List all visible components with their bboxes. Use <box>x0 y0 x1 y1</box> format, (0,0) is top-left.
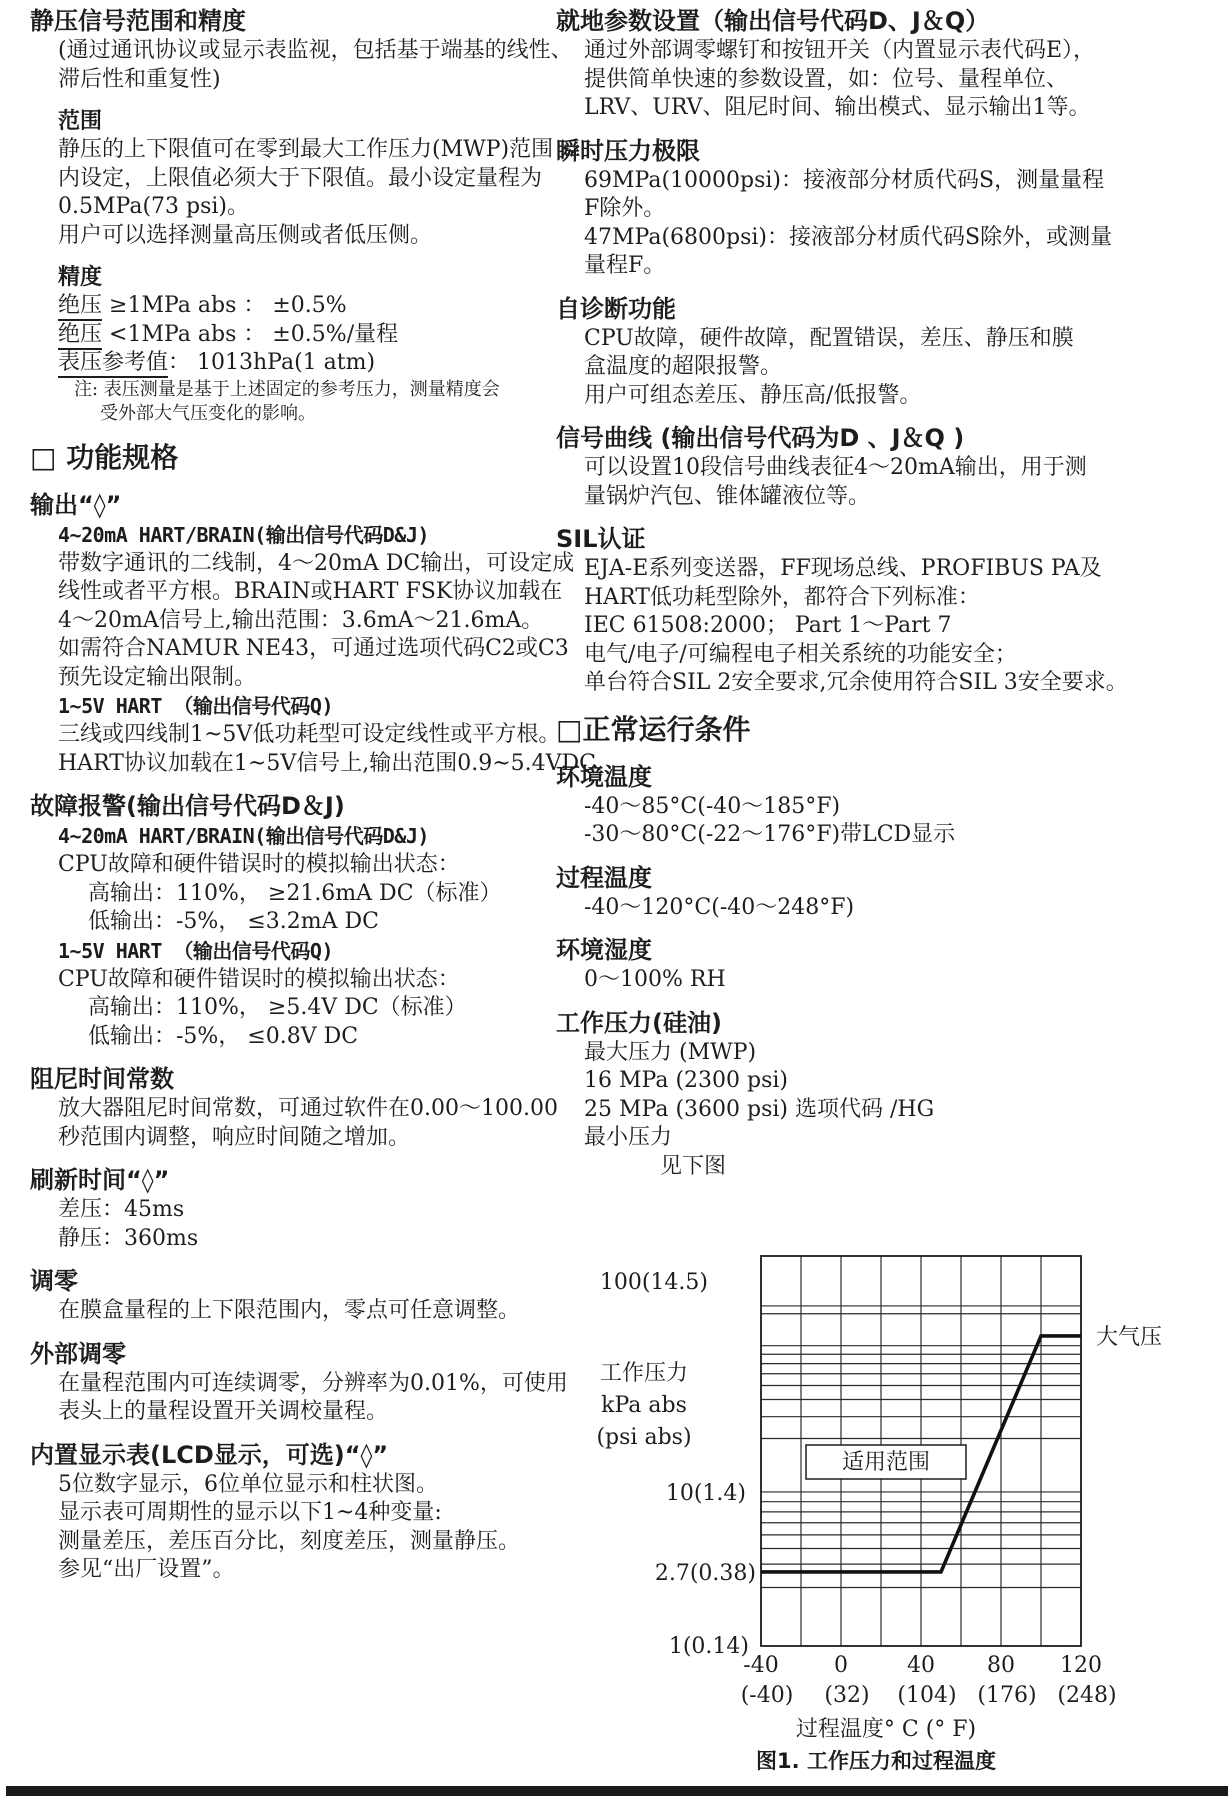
figure-caption: 图1. 工作压力和过程温度 <box>756 1749 996 1773</box>
text-line: 预先设定输出限制。 <box>58 664 257 690</box>
section <box>556 136 1113 281</box>
section-heading: 过程温度 <box>556 863 652 892</box>
text-line: (通过通讯协议或显示表监视，包括基于端基的线性、 <box>58 38 573 63</box>
text-line: 低输出：-5%， ≤0.8V DC <box>88 1023 359 1049</box>
y-axis-title: kPa abs <box>601 1393 687 1418</box>
section <box>556 762 1101 850</box>
section <box>30 1339 568 1427</box>
y-tick-label: 10(1.4) <box>665 1480 746 1506</box>
text-line: 通过外部调零螺钉和按钮开关（内置显示表代码E）， <box>584 38 1096 63</box>
text-line: 0.5MPa(73 psi)。 <box>58 194 250 219</box>
text-line: HART协议加载在1~5V信号上,输出范围0.9~5.4VDC <box>58 750 597 776</box>
text-line: 最小压力 <box>584 1125 673 1150</box>
text-line: 放大器阻尼时间常数，可通过软件在0.00～100.00 <box>58 1096 558 1121</box>
section <box>30 1266 542 1326</box>
section <box>30 107 554 250</box>
section-heading: 输出“◊” <box>30 490 122 519</box>
text-line: 4～20mA信号上,输出范围：3.6mA～21.6mA。 <box>58 607 544 633</box>
section <box>30 1440 542 1585</box>
text-line: 受外部大气压变化的影响。 <box>100 402 316 424</box>
x-tick-label-f: (32) <box>824 1683 870 1708</box>
x-tick-label-f: (176) <box>977 1683 1037 1708</box>
section-heading: 精度 <box>58 265 103 290</box>
section <box>556 294 1101 411</box>
section-heading: 静压信号范围和精度 <box>30 7 246 35</box>
text-line: -40～120°C(-40～248°F) <box>584 894 855 920</box>
text-line: 可以设置10段信号曲线表征4～20mA输出，用于测 <box>584 455 1087 480</box>
x-tick-label-c: 120 <box>1060 1653 1102 1678</box>
underlined-term: 绝压 <box>58 322 102 350</box>
text-line: 低输出：-5%， ≤3.2mA DC <box>88 909 379 934</box>
chart-svg <box>556 1158 1228 1798</box>
text-line: -40～85°C(-40～185°F) <box>584 793 841 819</box>
text-line: 提供简单快速的参数设置，如：位号、量程单位、 <box>584 66 1069 92</box>
major-section-heading: □正常运行条件 <box>556 712 751 746</box>
text-line: 内设定，上限值必须大于下限值。最小设定量程为 <box>58 165 543 191</box>
atmospheric-pressure-label: 大气压 <box>1096 1324 1163 1350</box>
section <box>556 423 1101 511</box>
text-line: 表头上的量程设置开关调校量程。 <box>58 1399 389 1424</box>
y-tick-label: 2.7(0.38) <box>654 1560 756 1586</box>
text-line <box>58 321 542 350</box>
text-line: 见下图 <box>660 1153 727 1179</box>
section-heading: 就地参数设置（输出信号代码D、J＆Q） <box>556 7 990 35</box>
x-tick-label-f: (-40) <box>740 1683 794 1708</box>
text-line: 线性或者平方根。BRAIN或HART FSK协议加载在 <box>58 579 563 604</box>
section <box>556 863 1101 923</box>
major-section-heading: □ 功能规格 <box>30 440 179 474</box>
text-line: 盒温度的超限报警。 <box>584 354 783 379</box>
text-line: 单台符合SIL 2安全要求,冗余使用符合SIL 3安全要求。 <box>584 670 1128 695</box>
section <box>30 263 542 426</box>
section-heading: 范围 <box>58 109 103 134</box>
x-axis-title: 过程温度° C (° F) <box>795 1717 977 1742</box>
x-tick-label-c: 0 <box>834 1653 848 1678</box>
text-line: 静压的上下限值可在零到最大工作压力(MWP)范围 <box>58 137 554 162</box>
text-line: 用户可以选择测量高压侧或者低压侧。 <box>58 222 433 248</box>
page-footer-rule <box>6 1786 1228 1796</box>
underlined-term: 表压参考值 <box>58 350 168 378</box>
y-tick-label: 1(0.14) <box>668 1634 749 1659</box>
term-value: ： 1013hPa(1 atm) <box>168 350 376 375</box>
section-heading: 自诊断功能 <box>556 294 676 323</box>
applicable-range-label: 适用范围 <box>841 1450 931 1475</box>
x-tick-label-f: (248) <box>1057 1683 1117 1708</box>
text-line: 参见“出厂设置”。 <box>58 1557 235 1582</box>
signal-code-subheading: 4~20mA HART/BRAIN(输出信号代码D&J) <box>58 522 429 547</box>
text-line: 47MPa(6800psi)：接液部分材质代码S除外，或测量 <box>584 224 1113 250</box>
text-line: 量锅炉汽包、锥体罐液位等。 <box>584 483 871 509</box>
term-value: ≥1MPa abs ： ±0.5% <box>102 293 347 318</box>
section-heading: 工作压力(硅油) <box>556 1008 722 1037</box>
section <box>30 439 542 477</box>
text-line: CPU故障，硬件故障，配置错误，差压、静压和膜 <box>584 325 1074 351</box>
underlined-term: 绝压 <box>58 293 102 321</box>
text-line: 滞后性和重复性) <box>58 66 221 92</box>
term-value: <1MPa abs ： ±0.5%/量程 <box>102 321 399 347</box>
section-heading: 调零 <box>30 1267 78 1295</box>
x-tick-label-c: -40 <box>743 1653 779 1678</box>
text-line: 高输出：110%， ≥5.4V DC（标准） <box>88 995 467 1020</box>
section <box>556 935 1101 995</box>
text-line: -30～80°C(-22～176°F)带LCD显示 <box>584 822 956 847</box>
y-axis-title: 工作压力 <box>599 1361 689 1386</box>
section-heading: 故障报警(输出信号代码D＆J) <box>30 792 345 820</box>
section <box>30 791 542 1051</box>
left-column <box>30 6 597 1585</box>
x-tick-label-c: 80 <box>987 1653 1015 1678</box>
section-heading: 环境温度 <box>556 762 652 791</box>
signal-code-subheading: 1~5V HART （输出信号代码Q) <box>58 694 333 718</box>
text-line: HART低功耗型除外，都符合下列标准： <box>584 584 980 610</box>
section-heading: 信号曲线 (输出信号代码为D 、J＆Q ) <box>556 424 965 452</box>
section <box>556 711 1101 749</box>
text-line: CPU故障和硬件错误时的模拟输出状态： <box>58 852 460 877</box>
text-line: 注: 表压测量是基于上述固定的参考压力，测量精度会 <box>74 378 500 400</box>
x-tick-label-f: (104) <box>897 1683 957 1708</box>
section <box>30 1165 542 1253</box>
text-line: 显示表可周期性的显示以下1~4种变量: <box>58 1500 442 1525</box>
section-heading: 刷新时间“◊” <box>30 1166 170 1194</box>
section <box>30 490 597 779</box>
text-line <box>58 349 542 378</box>
text-line: 静压：360ms <box>58 1225 199 1251</box>
text-line: 量程F。 <box>584 253 666 278</box>
text-line: 高输出：110%， ≥21.6mA DC（标准） <box>88 880 502 906</box>
section <box>30 6 573 94</box>
text-line: IEC 61508:2000； Part 1～Part 7 <box>584 613 952 638</box>
text-line: 5位数字显示，6位单位显示和柱状图。 <box>58 1471 438 1497</box>
text-line: 最大压力 (MWP) <box>584 1039 757 1065</box>
right-column <box>556 6 1128 1181</box>
signal-code-subheading: 1~5V HART （输出信号代码Q) <box>58 938 333 963</box>
section <box>556 524 1128 698</box>
text-line: 用户可组态差压、静压高/低报警。 <box>584 382 922 408</box>
section-heading: SIL认证 <box>556 525 646 553</box>
text-line: 在量程范围内可连续调零，分辨率为0.01%，可使用 <box>58 1370 568 1396</box>
text-line: EJA-E系列变送器，FF现场总线、PROFIBUS PA及 <box>584 556 1102 581</box>
section <box>30 1064 558 1152</box>
text-line: F除外。 <box>584 196 666 221</box>
text-line: 16 MPa (2300 psi) <box>584 1068 788 1093</box>
section-heading: 瞬时压力极限 <box>556 136 700 165</box>
y-axis-title: (psi abs) <box>596 1425 692 1450</box>
text-line: LRV、URV、阻尼时间、输出模式、显示输出1等。 <box>584 95 1091 120</box>
text-line: 25 MPa (3600 psi) 选项代码 /HG <box>584 1096 935 1122</box>
text-line: 差压：45ms <box>58 1197 185 1222</box>
text-line: CPU故障和硬件错误时的模拟输出状态： <box>58 966 460 992</box>
text-line: 在膜盒量程的上下限范围内，零点可任意调整。 <box>58 1298 521 1323</box>
text-line <box>58 292 542 321</box>
y-tick-label: 100(14.5) <box>599 1269 708 1295</box>
section-heading: 阻尼时间常数 <box>30 1065 174 1093</box>
section-heading: 环境湿度 <box>556 936 652 964</box>
section <box>556 1008 1101 1182</box>
signal-code-subheading: 4~20mA HART/BRAIN(输出信号代码D&J) <box>58 824 429 848</box>
text-line: 三线或四线制1~5V低功耗型可设定线性或平方根。 <box>58 722 561 747</box>
text-line: 带数字通讯的二线制，4～20mA DC输出，可设定成 <box>58 550 575 576</box>
working-pressure-chart <box>556 1158 1228 1798</box>
text-line: 测量差压，差压百分比，刻度差压，测量静压。 <box>58 1528 521 1554</box>
text-line: 0～100% RH <box>584 967 726 992</box>
text-line: 69MPa(10000psi)：接液部分材质代码S，测量量程 <box>584 167 1105 193</box>
text-line: 电气/电子/可编程电子相关系统的功能安全； <box>584 641 1017 667</box>
section <box>556 6 1101 123</box>
section-heading: 外部调零 <box>30 1339 126 1368</box>
section-heading: 内置显示表(LCD显示，可选)“◊” <box>30 1440 389 1469</box>
text-line: 秒范围内调整，响应时间随之增加。 <box>58 1124 411 1150</box>
text-line: 如需符合NAMUR NE43，可通过选项代码C2或C3 <box>58 636 569 661</box>
x-tick-label-c: 40 <box>907 1653 935 1678</box>
